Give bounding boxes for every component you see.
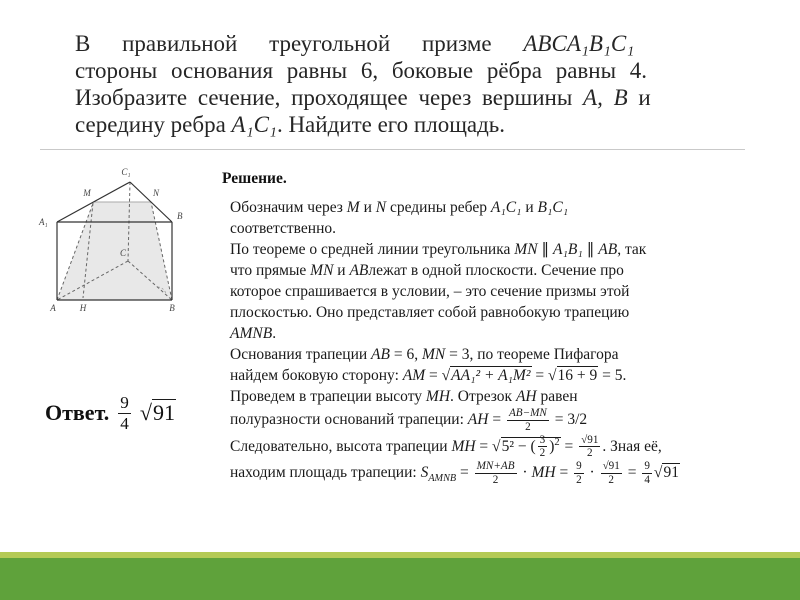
solution-text-line: которое спрашивается в условии, – это сечение призмы этой <box>230 283 630 300</box>
title-divider <box>40 149 745 150</box>
solution-text-line: Обозначим через M и N средины ребер A₁C₁ и B₁C₁ <box>230 199 569 216</box>
vertex-label-c1: C₁ <box>121 167 131 177</box>
solution-text-line: По теореме о средней линии треугольника MN ∥ A₁B₁ ∥ AB, так <box>230 241 647 258</box>
problem-text-line: В правильной треугольной призме ABCA₁B₁C₁ <box>75 31 635 56</box>
vertex-label-b1: B <box>177 211 183 221</box>
problem-text-line: середину ребра A₁C₁. Найдите его площадь. <box>75 112 506 137</box>
vertex-label-a: A <box>50 303 56 313</box>
solution-text-line: Следовательно, высота трапеции MH = √5² − ( $\frac{3}{2}$ )$^2$ = $\frac{√91}{2}$ . Зная её, <box>230 433 662 460</box>
solution-text-line: полуразности оснований трапеции: AH = $\frac{AB-MN}{2}$ = 3/2 <box>230 407 588 433</box>
solution-text-line: соответственно. <box>230 220 336 237</box>
vertex-label-n: N <box>152 188 160 198</box>
solution-text-line: плоскостью. Оно представляет собой равнобокую трапецию <box>230 304 630 321</box>
problem-statement <box>75 30 750 138</box>
solution-text-line: найдем боковую сторону: AM = √AA₁² + A₁M² = √16 + 9 = 5. <box>230 367 627 384</box>
solution-text-line: что прямые MN и ABлежат в одной плоскости. Сечение про <box>230 262 624 279</box>
vertex-label-b: B <box>169 303 175 313</box>
solution-text-line: находим площадь трапеции: $S_{AMNB}$ = $\frac{MN+AB}{2}$ · MH = $\frac{9}{2}$ · $\frac{√91}{2}$ = $\frac{9}{4}$ √91 <box>230 460 679 487</box>
vertex-label-c: C <box>119 248 127 258</box>
solution-text-line: Основания трапеции AB = 6, MN = 3, по теореме Пифагора <box>230 346 619 363</box>
vertex-label-m: M <box>83 188 91 198</box>
vertex-label-h: H <box>79 303 87 313</box>
section-trapezoid-amnb <box>57 202 172 300</box>
solution-body <box>230 197 765 487</box>
prism-figure <box>28 156 198 316</box>
problem-text-line: Изобразите сечение, проходящее через вершины A, B и <box>75 85 651 110</box>
solution-text-line: AMNB. <box>230 325 277 342</box>
problem-text-line: стороны основания равны 6, боковые рёбра равны 4. <box>75 58 648 83</box>
solution-text-line: Проведем в трапеции высоту MH. Отрезок AH равен <box>230 388 578 405</box>
vertex-label-a1: A₁ <box>39 217 48 227</box>
answer: Ответ. $\frac{9}{4}$ √91 <box>45 392 175 433</box>
bottom-green-bar <box>0 558 800 600</box>
solution-heading: Решение. <box>222 170 287 187</box>
